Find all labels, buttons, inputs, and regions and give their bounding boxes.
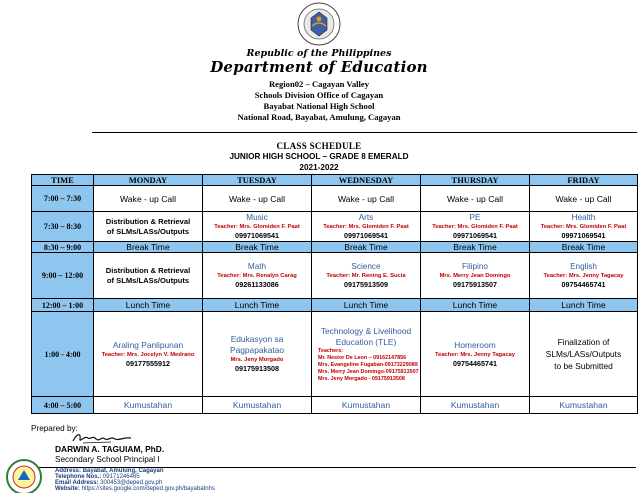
table-row [32,212,638,242]
teacher-name: Teacher: Mrs. Jocelyn V. Medrano [101,351,195,358]
schedule-cell [94,212,203,242]
column-header: TIME [32,175,94,186]
table-header-row [32,175,638,186]
teacher-phone: 09175913507 [453,279,497,289]
cell-text: of SLMs/LASs/Outputs [106,226,190,236]
time-cell: 7:30 – 8:30 [32,212,94,242]
subject-name: Filipino [462,261,488,271]
teacher-phone: 09754465741 [453,358,497,368]
schedule-table [31,174,638,414]
division-line: Schools Division Office of Cagayan [254,90,384,100]
kumustahan-cell: Kumustahan [312,397,421,414]
footer-website [55,486,215,492]
subject-name: Araling Panlipunan [112,339,184,350]
teacher-name: Teacher: Mrs. Glomiden F. Paat [540,223,627,230]
prepared-by-label: Prepared by: [31,424,78,433]
cell-text: SLMs/LASs/Outputs [545,349,622,359]
lunch-cell: Lunch Time [530,299,638,312]
table-row [32,242,638,253]
schedule-cell [312,212,421,242]
deped-seal-icon [297,2,341,46]
phone-label: Telephone Nos.: [55,474,102,480]
header-divider [92,132,637,133]
column-header: WEDNESDAY [312,175,421,186]
lunch-cell: Lunch Time [312,299,421,312]
address-value: Bayabat, Amulung, Cagayan [82,468,164,474]
teacher-name: Teacher: Mrs. Jenny Tagacay [543,272,624,279]
break-cell: Break Time [312,242,421,253]
footer-email-value: 300453@deped.gov.ph [100,480,163,486]
footer-website-value: https://sites.google.com/deped.gov.ph/bayabatnhs [81,486,215,492]
footer-email-label: Email Address: [55,480,101,486]
column-header: TUESDAY [203,175,312,186]
break-cell: Break Time [421,242,530,253]
schedule-cell [94,253,203,299]
time-cell: 1:00 - 4:00 [32,312,94,397]
region-line: Region02 – Cagayan Valley [268,79,370,89]
schedule-cell [530,253,638,299]
table-row [32,186,638,212]
department-heading: Department of Education [210,58,428,76]
school-year: 2021-2022 [299,163,339,172]
break-cell: Break Time [530,242,638,253]
teacher-name: Teacher: Mrs. Glomiden F. Paat [323,223,409,230]
address-label: Address: [55,468,82,474]
schedule-cell [421,253,530,299]
kumustahan-cell: Kumustahan [530,397,638,414]
time-cell: 7:00 – 7:30 [32,186,94,212]
wake-up-cell: Wake - up Call [530,186,638,212]
schedule-cell [203,212,312,242]
principal-name: DARWIN A. TAGUIAM, PhD. [55,444,165,454]
table-row [32,397,638,414]
subject-name: Education (TLE) [335,336,397,347]
column-header: FRIDAY [530,175,638,186]
kumustahan-cell: Kumustahan [203,397,312,414]
teacher-name: Teacher: Mrs. Jenny Tagacay [434,351,515,358]
kumustahan-cell: Kumustahan [94,397,203,414]
teacher-phone: 09754465741 [561,279,606,289]
teacher-phone: 09175913508 [235,364,279,373]
teacher-phone: 09971069541 [453,230,497,240]
subject-name: Technology & Livelihood [320,325,412,336]
teacher-name: Teacher: Mrs. Glomiden F. Paat [214,223,300,230]
school-line: Bayabat National High School [263,101,375,111]
teacher-name: Mrs. Jeny Morgado - 09175913508 [318,375,405,382]
schedule-cell [312,312,421,397]
teacher-name: Teacher: Mrs. Glomiden F. Paat [432,223,518,230]
schedule-cell [421,212,530,242]
time-cell: 9:00 – 12:00 [32,253,94,299]
schedule-cell [203,253,312,299]
teacher-phone: 09261133086 [235,279,279,289]
column-header: MONDAY [94,175,203,186]
teacher-name: Mrs. Evangeline Fugaban-09173229089 [318,361,418,368]
phone-value: 09171246465 [102,474,140,480]
schedule-cell [421,312,530,397]
wake-up-cell: Wake - up Call [421,186,530,212]
lunch-cell: Lunch Time [203,299,312,312]
cell-text: of SLMs/LASs/Outputs [106,275,190,285]
cell-text: Finalization of [557,337,610,347]
subject-name: Homeroom [454,339,496,350]
school-logo-icon [2,455,42,493]
footer-website-label: Website: [55,486,82,492]
schedule-cell [530,212,638,242]
schedule-cell [312,253,421,299]
teacher-name: Mrs. Merry Jean Domingo [439,272,511,279]
table-row [32,299,638,312]
time-cell: 12:00 – 1:00 [32,299,94,312]
wake-up-cell: Wake - up Call [312,186,421,212]
teacher-name: Mrs. Merry Jean Domingo-09175913507 [318,368,419,375]
wake-up-cell: Wake - up Call [94,186,203,212]
time-cell: 8:30 – 9:00 [32,242,94,253]
time-cell: 4:00 – 5:00 [32,397,94,414]
schedule-cell [203,312,312,397]
teacher-phone: 09971069541 [344,230,388,240]
subject-name: Arts [358,212,374,222]
signature-icon [71,431,133,445]
subject-name: Music [246,212,268,222]
schedule-cell [530,312,638,397]
break-cell: Break Time [203,242,312,253]
teacher-phone: 09971069541 [561,230,606,240]
subject-name: Pagpapakatao [229,345,285,355]
teacher-phone: 09971069541 [235,230,279,240]
teacher-name: Teacher: Mrs. Renalyn Carag [217,272,297,279]
teacher-name: Teacher: Mr. Rening E. Sucia [326,272,406,279]
subject-name: Health [571,212,596,222]
schedule-cell [94,312,203,397]
teacher-name: Mr. Nestor De Leon – 09162147856 [318,354,407,361]
break-cell: Break Time [94,242,203,253]
teacher-phone: 09177555912 [126,358,170,368]
subject-name: English [570,261,597,271]
subject-name: Edukasyon sa [230,334,284,344]
table-row [32,253,638,299]
teacher-phone: 09175913509 [344,279,388,289]
teachers-label: Teachers: [318,347,344,354]
principal-position: Secondary School Principal I [55,455,160,464]
cell-text: Distribution & Retrieval [105,265,191,275]
wake-up-cell: Wake - up Call [203,186,312,212]
lunch-cell: Lunch Time [94,299,203,312]
kumustahan-cell: Kumustahan [421,397,530,414]
subject-name: Math [247,261,267,271]
table-row [32,312,638,397]
lunch-cell: Lunch Time [421,299,530,312]
address-line: National Road, Bayabat, Amulung, Cagayan [237,112,401,122]
column-header: THURSDAY [421,175,530,186]
cell-text: to be Submitted [554,361,613,371]
schedule-subtitle: JUNIOR HIGH SCHOOL – GRADE 8 EMERALD [229,152,409,161]
subject-name: Science [351,261,381,271]
republic-heading: Republic of the Philippines [246,48,392,59]
teacher-name: Mrs. Jeny Morgado [230,357,284,363]
subject-name: PE [469,212,481,222]
cell-text: Distribution & Retrieval [105,216,191,226]
schedule-title: CLASS SCHEDULE [276,141,362,151]
